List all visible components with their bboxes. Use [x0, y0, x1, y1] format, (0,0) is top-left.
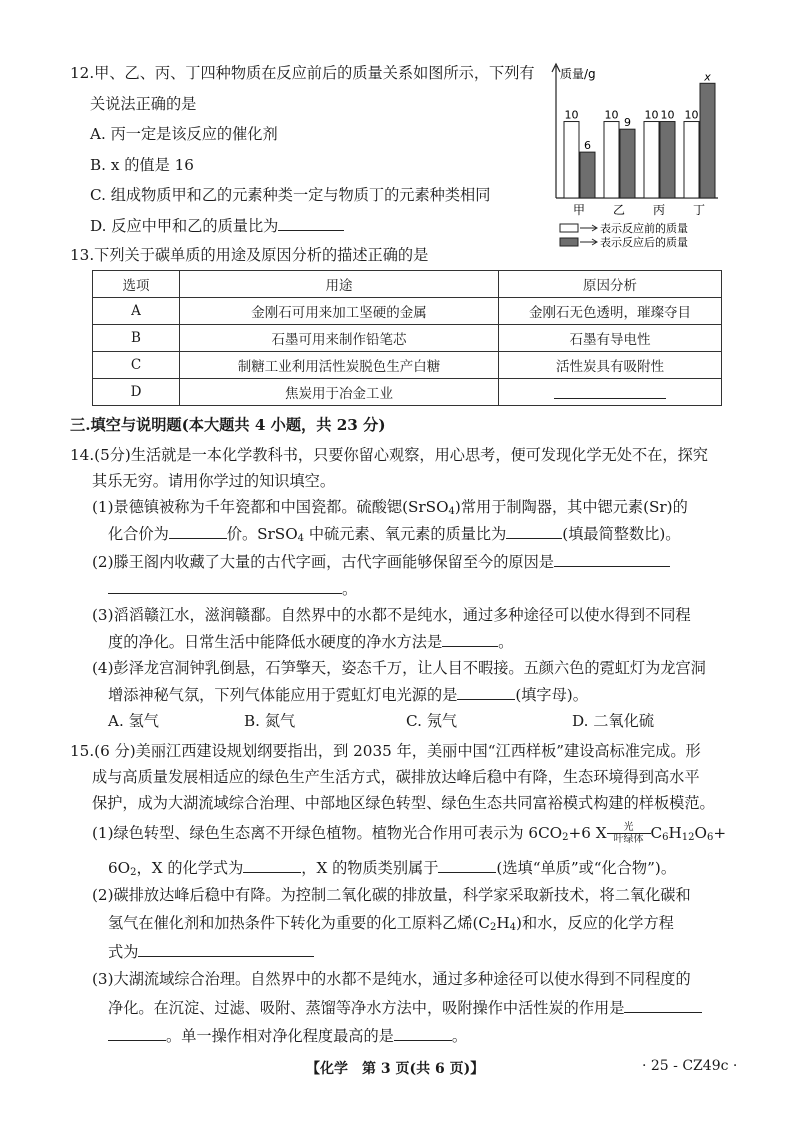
- table-header: 选项: [93, 271, 180, 298]
- q14-part2-line2: 。: [108, 577, 357, 600]
- q14-option-c: C. 氖气: [406, 712, 458, 730]
- mass-bar-chart: [548, 58, 748, 258]
- legend-label: 表示反应前的质量: [600, 222, 688, 235]
- table-row: [93, 379, 722, 406]
- chart-bar: [684, 122, 699, 198]
- table-header-row: [93, 271, 722, 298]
- q14-option-b: B. 氮气: [244, 712, 296, 730]
- answer-blank: [438, 856, 496, 873]
- q14-part3-line1: (3)滔滔赣江水，滋润赣鄱。自然界中的水都不是纯水，通过多种途径可以使水得到不同程: [92, 606, 691, 624]
- answer-blank: [138, 940, 314, 957]
- table-cell: 石墨有导电性: [499, 325, 722, 352]
- q15-part1-line1: (1)绿色转型、绿色生态离不开绿色植物。植物光合作用可表示为 $6CO_2+6$ X 光 叶绿体 $C_6H_{12}O_6+$: [92, 822, 727, 845]
- q15-part3-line3: 。单一操作相对净化程度最高的是 。: [108, 1024, 467, 1047]
- answer-blank: [394, 1024, 452, 1041]
- table-cell: C: [93, 352, 180, 379]
- answer-blank: [506, 522, 562, 539]
- legend-swatch: [560, 238, 578, 246]
- y-axis-label: 质量/g: [560, 67, 596, 81]
- q14-line2: 其乐无穷。请用你学过的知识填空。: [92, 472, 335, 490]
- bar-data-label: 6: [584, 139, 591, 153]
- table-cell: D: [93, 379, 180, 406]
- bar-data-label: 10: [644, 108, 659, 122]
- answer-blank: [108, 577, 342, 594]
- q15-part1-line2: $6O_2$，X 的化学式为 ，X 的物质类别属于 (选填“单质”或“化合物”)。: [108, 856, 676, 884]
- table-cell: A: [93, 298, 180, 325]
- q13-table: [92, 270, 722, 406]
- answer-blank: [169, 522, 227, 539]
- page-footer: 【化学 第 3 页(共 6 页)】: [306, 1061, 485, 1077]
- q14-part2-line1: (2)滕王阁内收藏了大量的古代字画，古代字画能够保留至今的原因是: [92, 550, 670, 573]
- q15-part2-line1: (2)碳排放达峰后稳中有降。为控制二氧化碳的排放量，科学家采取新技术，将二氧化碳和: [92, 886, 691, 904]
- page-code: · 25 - CZ49c ·: [642, 1058, 738, 1074]
- q14-part1-line2: 化合价为 价。SrSO$_4$ 中硫元素、氧元素的质量比为 (填最简整数比)。: [108, 522, 680, 550]
- table-cell: B: [93, 325, 180, 352]
- q15-part2-line3: 式为: [108, 940, 314, 963]
- q12-option-b: B. x 的值是 16: [90, 156, 194, 174]
- q14-part1-line1: (1)景德镇被称为千年瓷都和中国瓷都。硫酸锶(SrSO$_4$)常用于制陶器，其中锶元素(Sr)的: [92, 498, 688, 517]
- q15-line2: 成与高质量发展相适应的绿色生产生活方式，碳排放达峰后稳中有降，生态环境得到高水平: [92, 768, 700, 786]
- x-tick-label: 丁: [692, 203, 706, 217]
- q13-stem: 13.下列关于碳单质的用途及原因分析的描述正确的是: [70, 246, 429, 264]
- table-cell: 活性炭具有吸附性: [499, 352, 722, 379]
- table-cell-blank: [499, 379, 722, 406]
- table-cell: 金刚石可用来加工坚硬的金属: [180, 298, 499, 325]
- q12-option-c: C. 组成物质甲和乙的元素种类一定与物质丁的元素种类相同: [90, 186, 491, 204]
- answer-blank: [278, 214, 344, 231]
- bar-data-label: 9: [624, 116, 631, 130]
- q15-line1: 15.(6 分)美丽江西建设规划纲要指出，到 2035 年，美丽中国“江西样板”建设高标准完成。形: [70, 742, 701, 760]
- table-row: [93, 325, 722, 352]
- answer-blank: [554, 550, 670, 567]
- chart-bar: [564, 122, 579, 198]
- q14-option-a: A. 氢气: [108, 712, 159, 730]
- bar-data-label: 10: [684, 108, 699, 122]
- q14-option-d: D. 二氧化硫: [572, 712, 655, 730]
- answer-blank: [108, 1024, 166, 1041]
- bar-data-label: x: [704, 70, 711, 84]
- x-tick-label: 乙: [612, 203, 626, 217]
- x-tick-label: 丙: [652, 203, 666, 217]
- legend-label: 表示反应后的质量: [600, 236, 688, 249]
- table-cell: 金刚石无色透明，璀璨夺目: [499, 298, 722, 325]
- q12-stem-line2: 关说法正确的是: [90, 95, 197, 113]
- section-title: 三.填空与说明题(本大题共 4 小题，共 23 分): [70, 416, 386, 434]
- bar-data-label: 10: [604, 108, 619, 122]
- chart-bar: [644, 122, 659, 198]
- chart-bar: [660, 122, 675, 198]
- answer-blank: [554, 382, 666, 399]
- answer-blank: [243, 856, 301, 873]
- answer-blank: [624, 996, 702, 1013]
- q14-part4-line1: (4)彭泽龙宫洞钟乳倒悬，石笋擎天，姿态千万，让人目不暇接。五颜六色的霓虹灯为龙宫洞: [92, 659, 706, 677]
- q12-stem-line1: 12.甲、乙、丙、丁四种物质在反应前后的质量关系如图所示，下列有: [70, 64, 535, 82]
- reaction-condition-arrow: 光 叶绿体: [607, 823, 651, 845]
- q14-line1: 14.(5分)生活就是一本化学教科书，只要你留心观察，用心思考，便可发现化学无处不在，探究: [70, 446, 708, 464]
- q15-part3-line2: 净化。在沉淀、过滤、吸附、蒸馏等净水方法中，吸附操作中活性炭的作用是: [108, 996, 702, 1019]
- chart-bar: [604, 122, 619, 198]
- x-tick-label: 甲: [572, 203, 586, 217]
- table-cell: 焦炭用于冶金工业: [180, 379, 499, 406]
- answer-blank: [442, 630, 498, 647]
- table-cell: 石墨可用来制作铅笔芯: [180, 325, 499, 352]
- q12-option-d-text: D. 反应中甲和乙的质量比为: [90, 217, 279, 235]
- q15-line3: 保护，成为大湖流域综合治理、中部地区绿色转型、绿色生态共同富裕模式构建的样板模范。: [92, 794, 715, 812]
- q15-part2-line2: 氢气在催化剂和加热条件下转化为重要的化工原料乙烯$(C_2H_4)$和水，反应的化学方程: [108, 914, 674, 933]
- chart-bar: [620, 129, 635, 198]
- table-header: 用途: [180, 271, 499, 298]
- q15-part3-line1: (3)大湖流域综合治理。自然界中的水都不是纯水，通过多种途径可以使水得到不同程度的: [92, 970, 691, 988]
- table-cell: 制糖工业利用活性炭脱色生产白糖: [180, 352, 499, 379]
- chart-legend: [560, 221, 688, 249]
- q14-part3-line2: 度的净化。日常生活中能降低水硬度的净水方法是 。: [108, 630, 513, 653]
- q12-option-a: A. 丙一定是该反应的催化剂: [90, 125, 278, 143]
- table-row: [93, 352, 722, 379]
- chart-bar: [700, 83, 715, 198]
- table-row: [93, 298, 722, 325]
- bar-data-label: 10: [660, 108, 675, 122]
- table-header: 原因分析: [499, 271, 722, 298]
- q12-option-d: [90, 214, 344, 237]
- answer-blank: [457, 683, 515, 700]
- q14-part4-line2: 增添神秘气氛，下列气体能应用于霓虹灯电光源的是 (填字母)。: [108, 683, 588, 706]
- legend-swatch: [560, 224, 578, 232]
- bar-data-label: 10: [564, 108, 579, 122]
- chart-bar: [580, 152, 595, 198]
